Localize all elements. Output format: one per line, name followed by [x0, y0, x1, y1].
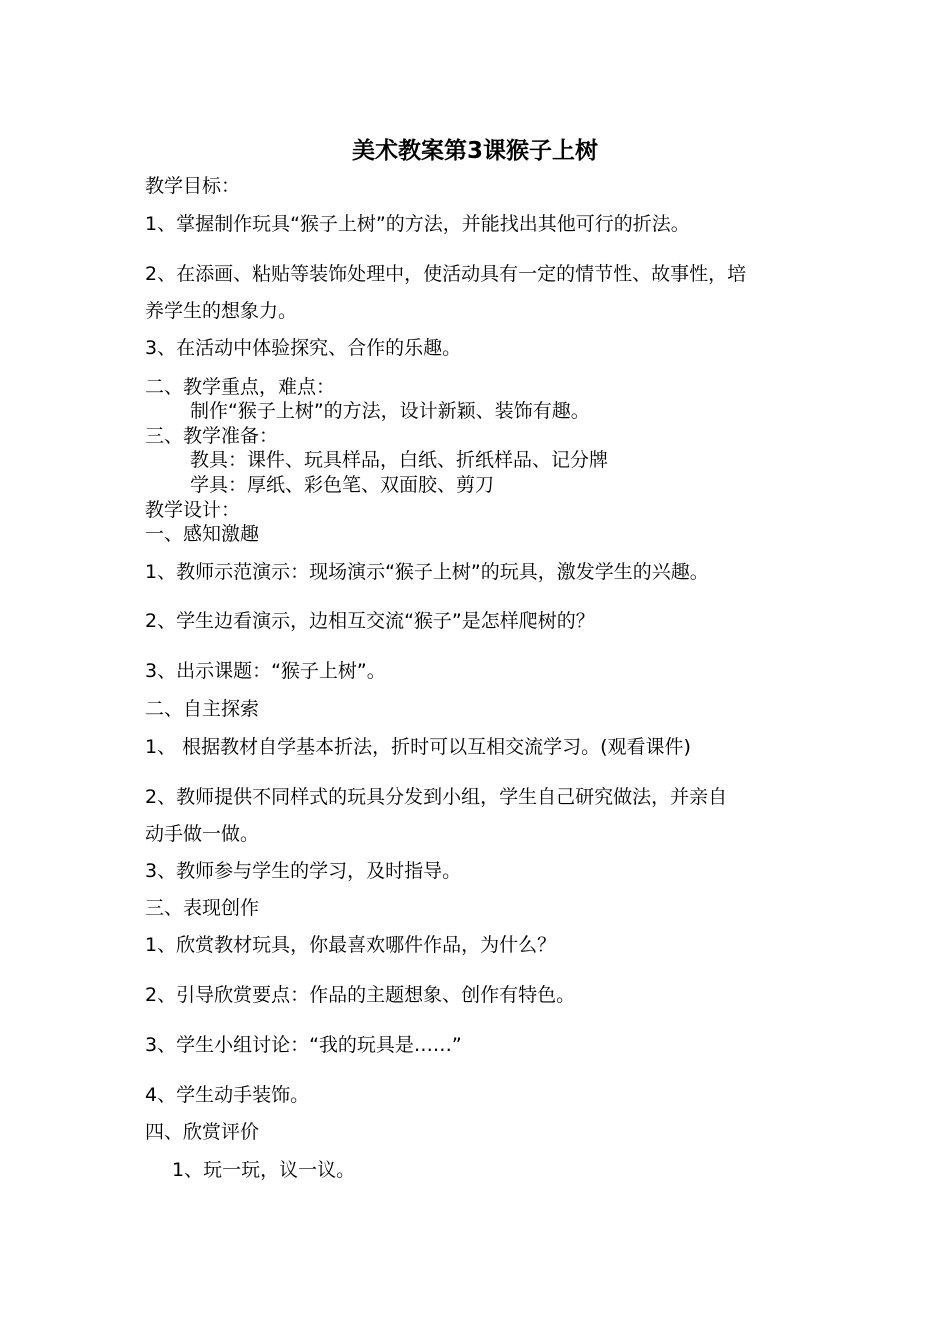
objective-2-line-2: 养学生的想象力。 — [145, 300, 298, 322]
section-design-heading: 教学设计： — [145, 499, 241, 521]
key-points-text: 制作“猴子上树”的方法，设计新颖、装饰有趣。 — [190, 400, 590, 422]
teaching-aids: 教具：课件、玩具样品，白纸、折纸样品、记分牌 — [190, 449, 609, 471]
objective-2-line-1: 2、在添画、粘贴等装饰处理中，使活动具有一定的情节性、故事性，培 — [145, 263, 747, 285]
objective-1: 1、掌握制作玩具“猴子上树”的方法，并能找出其他可行的折法。 — [145, 213, 690, 235]
part-3-item-4: 4、学生动手装饰。 — [145, 1084, 310, 1106]
part-2-item-1: 1、 根据教材自学基本折法，折时可以互相交流学习。(观看课件) — [145, 736, 691, 758]
part-4-item-1: 1、玩一玩，议一议。 — [172, 1159, 356, 1181]
part-2-heading: 二、自主探索 — [145, 698, 260, 720]
part-4-heading: 四、欣赏评价 — [145, 1121, 260, 1143]
part-2-item-3: 3、教师参与学生的学习，及时指导。 — [145, 860, 462, 882]
document-title: 美术教案第3课猴子上树 — [351, 138, 598, 164]
objective-3: 3、在活动中体验探究、合作的乐趣。 — [145, 337, 462, 359]
section-key-points-heading: 二、教学重点，难点： — [145, 376, 336, 398]
part-1-item-1: 1、教师示范演示：现场演示“猴子上树”的玩具，激发学生的兴趣。 — [145, 561, 709, 583]
part-1-heading: 一、感知激趣 — [145, 523, 260, 545]
part-3-heading: 三、表现创作 — [145, 897, 260, 919]
part-2-item-2-line-1: 2、教师提供不同样式的玩具分发到小组，学生自己研究做法，并亲自 — [145, 786, 728, 808]
part-2-item-2-line-2: 动手做一做。 — [145, 823, 260, 845]
part-3-item-3: 3、学生小组讨论：“我的玩具是……” — [145, 1034, 462, 1056]
part-1-item-2: 2、学生边看演示，边相互交流“猴子”是怎样爬树的？ — [145, 610, 595, 632]
part-1-item-3: 3、出示课题：“猴子上树”。 — [145, 660, 386, 682]
part-3-item-2: 2、引导欣赏要点：作品的主题想象、创作有特色。 — [145, 984, 576, 1006]
section-preparation-heading: 三、教学准备： — [145, 425, 279, 447]
section-objectives-heading: 教学目标： — [145, 175, 241, 197]
part-3-item-1: 1、欣赏教材玩具，你最喜欢哪件作品，为什么？ — [145, 934, 557, 956]
student-tools: 学具：厚纸、彩色笔、双面胶、剪刀 — [190, 474, 495, 496]
